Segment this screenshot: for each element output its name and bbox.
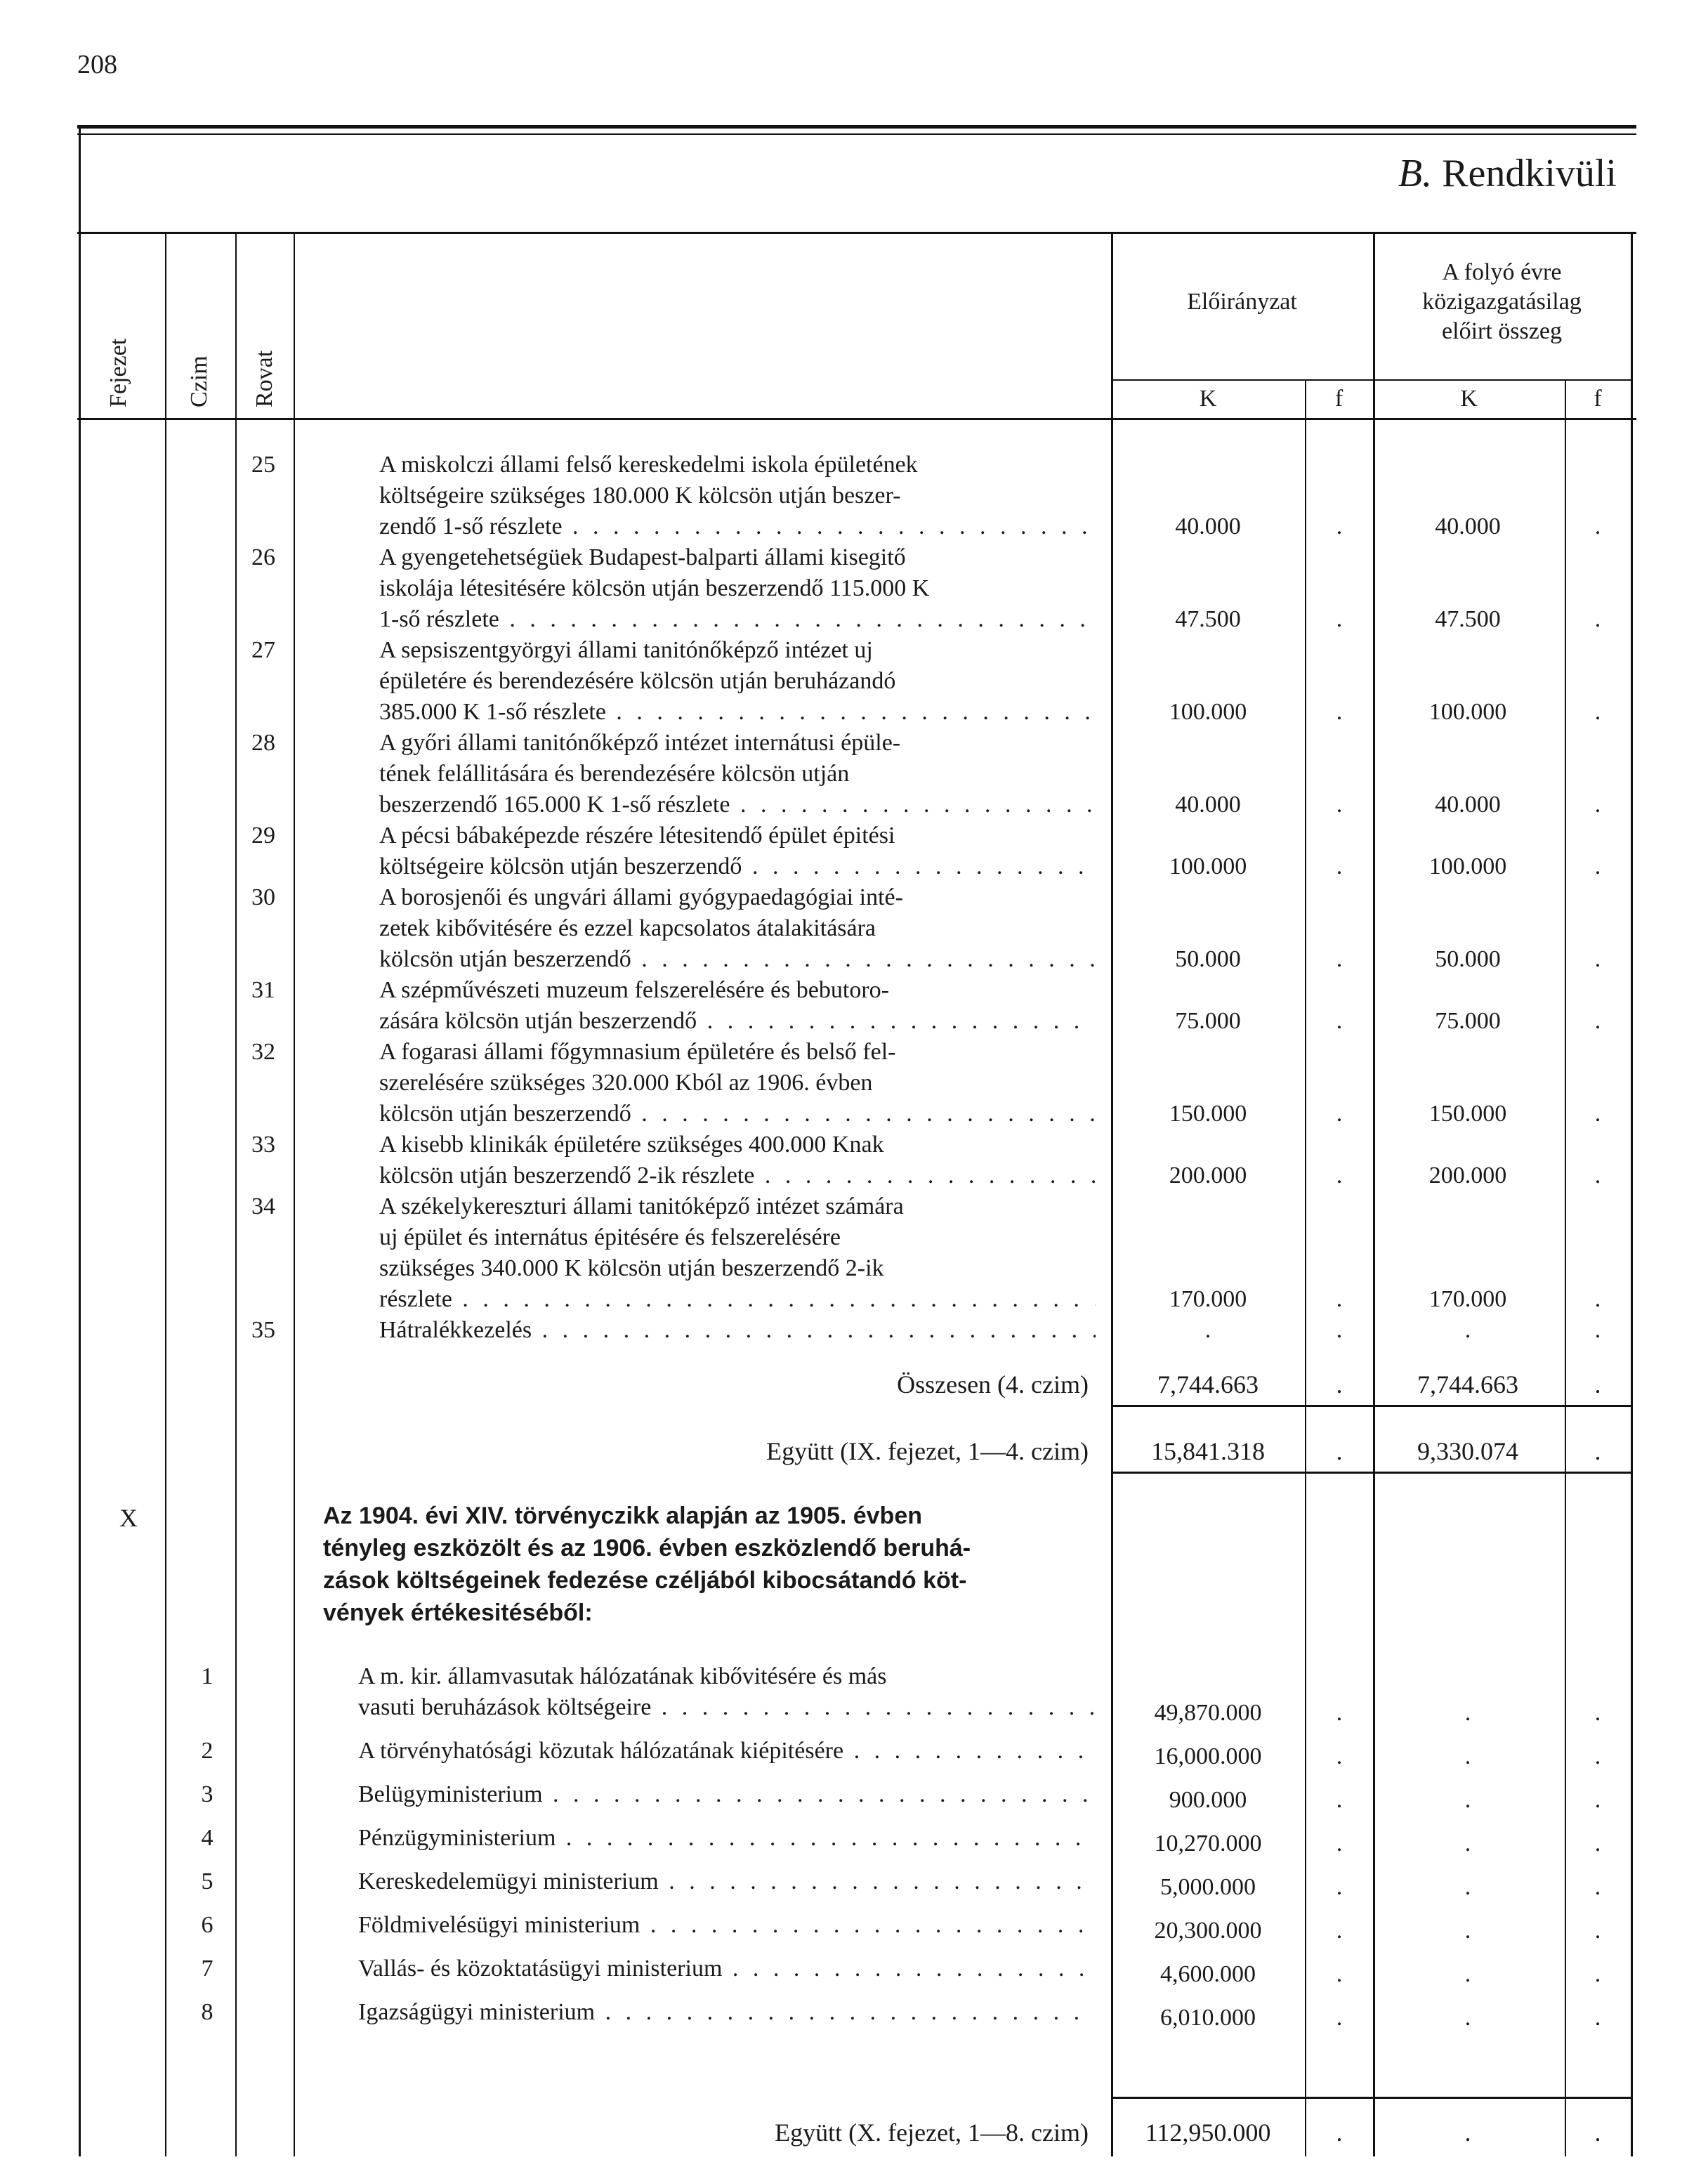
col-line-f1: [1305, 379, 1306, 2156]
description-line: A sepsiszentgyörgyi állami tanitónőképző intézet uj: [379, 637, 873, 663]
item-description: [358, 1661, 1096, 1723]
osszesen-k1: 7,744.663: [1157, 1370, 1259, 1399]
header-czim: Czim: [186, 355, 212, 407]
description-line: kölcsön utján beszerzendő . . .: [379, 944, 1096, 975]
egyutt2-label: Együtt (X. fejezet, 1—8. czim): [775, 2119, 1089, 2147]
amount-f2: .: [1594, 1163, 1601, 1189]
amount-k2: .: [1464, 1700, 1471, 1726]
amount-k2: 100.000: [1428, 699, 1507, 725]
col-line-rovat: [235, 232, 237, 2156]
description-line: Vallás- és közoktatásügyi ministerium . . .: [358, 1953, 1096, 1984]
amount-f1: .: [1336, 1101, 1343, 1127]
description-line: 1-ső részlete . . .: [379, 604, 1096, 635]
egyutt1-k1: 15,841.318: [1151, 1437, 1265, 1465]
description-line: A székelykereszturi állami tanitóképző intézet számára: [379, 1193, 904, 1219]
description-line: Földmivelésügyi ministerium . . .: [358, 1910, 1096, 1941]
header-bottom-rule: [77, 418, 1636, 420]
col-line-folyo: [1373, 232, 1375, 2156]
amount-k2: 150.000: [1428, 1101, 1507, 1127]
col-line-czim: [165, 232, 166, 2156]
top-rule: [77, 125, 1636, 129]
header-eloiranyzat: Előirányzat: [1187, 289, 1297, 315]
description-line: iskolája létesitésére kölcsön utján beszerzendő 115.000 K: [379, 575, 930, 601]
amount-f2: .: [1594, 1831, 1601, 1857]
osszesen-f1: .: [1336, 1370, 1343, 1399]
amount-f2: .: [1594, 1101, 1601, 1127]
amount-f2: .: [1594, 1743, 1601, 1769]
amount-f1: .: [1336, 606, 1343, 632]
amount-f2: .: [1594, 1787, 1601, 1813]
page-number: 208: [77, 50, 117, 79]
description-line: A borosjenői és ungvári állami gyógypaedagógiai inté-: [379, 884, 903, 910]
czim-number: 1: [201, 1663, 214, 1689]
egyutt2-k2: .: [1464, 2119, 1471, 2147]
amount-f1: .: [1336, 1918, 1343, 1944]
header-rovat: Rovat: [251, 350, 277, 407]
row-description: [379, 820, 1096, 882]
amount-k1: 170.000: [1169, 1286, 1247, 1312]
amount-f1: .: [1336, 1787, 1343, 1813]
amount-f2: .: [1594, 1317, 1601, 1343]
osszesen-rule: [1111, 1405, 1631, 1407]
description-line: szükséges 340.000 K kölcsön utján beszerzendő 2-ik: [379, 1255, 884, 1281]
header-fejezet: Fejezet: [105, 338, 131, 407]
amount-f1: .: [1336, 1961, 1343, 1987]
amount-k1: .: [1204, 1317, 1211, 1343]
amount-k2: 75.000: [1435, 1008, 1501, 1034]
section-title-line: tényleg eszközölt és az 1906. évben eszközlendő beruhá-: [323, 1535, 971, 1561]
amount-k1: 75.000: [1175, 1008, 1241, 1034]
header-f1: f: [1334, 386, 1344, 412]
amount-f2: .: [1594, 1008, 1601, 1034]
amount-k2: 170.000: [1428, 1286, 1507, 1312]
description-line: költségeire szükséges 180.000 K kölcsön utján beszer-: [379, 483, 901, 509]
egyutt1-f1: .: [1336, 1437, 1343, 1465]
header-folyo-2: közigazgatásilag: [1422, 289, 1582, 315]
amount-k2: 200.000: [1428, 1163, 1507, 1189]
egyutt2-f2: .: [1594, 2119, 1601, 2147]
description-line: vasuti beruházások költségeire . . .: [358, 1692, 1096, 1723]
header-underline: [77, 232, 1636, 234]
amount-k1: 5,000.000: [1160, 1874, 1256, 1900]
row-description: [379, 635, 1096, 728]
row-description: [379, 975, 1096, 1037]
osszesen-label: Összesen (4. czim): [897, 1370, 1089, 1399]
item-description: [358, 1866, 1096, 1897]
amount-k2: .: [1464, 1787, 1471, 1813]
egyutt2-k1: 112,950.000: [1145, 2119, 1271, 2147]
amount-k1: 40.000: [1175, 792, 1241, 818]
header-f2: f: [1594, 386, 1602, 412]
amount-k2: .: [1464, 1874, 1471, 1900]
amount-k2: .: [1464, 2005, 1471, 2031]
amount-f1: .: [1336, 1317, 1343, 1343]
amount-k1: 50.000: [1175, 946, 1241, 972]
section-title: [323, 1500, 1096, 1629]
item-description: [358, 1997, 1096, 2028]
amount-f1: .: [1336, 792, 1343, 818]
item-description: [358, 1910, 1096, 1941]
amount-f2: .: [1594, 1286, 1601, 1312]
egyutt2-f1: .: [1336, 2119, 1343, 2147]
col-line-elo: [1111, 232, 1113, 2156]
description-line: Belügyministerium . . .: [358, 1779, 1096, 1810]
amount-f1: .: [1336, 699, 1343, 725]
rovat-number: 34: [251, 1193, 275, 1219]
description-line: Pénzügyministerium . . .: [358, 1823, 1096, 1854]
amount-f2: .: [1594, 1700, 1601, 1726]
amount-k1: 200.000: [1169, 1163, 1247, 1189]
amount-k2: .: [1464, 1961, 1471, 1987]
row-description: [379, 1315, 1096, 1346]
header-k2: K: [1460, 386, 1478, 412]
czim-number: 6: [201, 1912, 214, 1938]
description-line: 385.000 K 1-ső részlete . . .: [379, 697, 1096, 728]
description-line: épületére és berendezésére kölcsön utján beruházandó: [379, 668, 896, 694]
amount-f1: .: [1336, 1874, 1343, 1900]
description-line: uj épület és internátus épitésére és felszerelésére: [379, 1224, 841, 1250]
amount-k1: 20,300.000: [1154, 1918, 1262, 1944]
amount-f2: .: [1594, 513, 1601, 539]
item-description: [358, 1953, 1096, 1984]
description-line: költségeire kölcsön utján beszerzendő . . .: [379, 851, 1096, 882]
amount-k2: .: [1464, 1918, 1471, 1944]
amount-f1: .: [1336, 1286, 1343, 1312]
amount-f1: .: [1336, 946, 1343, 972]
description-line: zására kölcsön utján beszerzendő . . .: [379, 1006, 1096, 1037]
amount-f2: .: [1594, 1961, 1601, 1987]
amount-k2: 100.000: [1428, 853, 1507, 879]
amount-f2: .: [1594, 1874, 1601, 1900]
description-line: A m. kir. államvasutak hálózatának kibővitésére és más: [358, 1663, 887, 1689]
rovat-number: 32: [251, 1039, 275, 1065]
amount-f1: .: [1336, 1163, 1343, 1189]
amount-k2: .: [1464, 1831, 1471, 1857]
amount-k1: 49,870.000: [1154, 1700, 1262, 1726]
col-line-desc: [294, 232, 295, 2156]
amount-f2: .: [1594, 946, 1601, 972]
top-rule-thin: [77, 133, 1636, 135]
amount-k1: 100.000: [1169, 699, 1247, 725]
section-title-line: Az 1904. évi XIV. törvényczikk alapján az 1905. évben: [323, 1502, 923, 1529]
czim-number: 5: [201, 1868, 214, 1894]
amount-f1: .: [1336, 2005, 1343, 2031]
description-line: szerelésére szükséges 320.000 Kból az 1906. évben: [379, 1070, 873, 1096]
egyutt1-f2: .: [1594, 1437, 1601, 1465]
amount-f1: .: [1336, 513, 1343, 539]
rovat-number: 26: [251, 544, 275, 570]
rovat-number: 30: [251, 884, 275, 910]
amount-k2: 50.000: [1435, 946, 1501, 972]
amount-k1: 6,010.000: [1160, 2005, 1256, 2031]
page-title: [1398, 151, 1617, 196]
kf-header-rule: [1111, 379, 1631, 381]
description-line: A győri állami tanitónőképző intézet internátusi épüle-: [379, 730, 901, 756]
amount-k1: 4,600.000: [1160, 1961, 1256, 1987]
amount-k2: 47.500: [1435, 606, 1501, 632]
amount-f2: .: [1594, 1918, 1601, 1944]
row-description: [379, 1191, 1096, 1315]
item-description: [358, 1736, 1096, 1767]
items-rule: [1111, 2097, 1631, 2099]
rovat-number: 25: [251, 452, 275, 478]
amount-k2: .: [1464, 1743, 1471, 1769]
amount-f2: .: [1594, 792, 1601, 818]
row-description: [379, 882, 1096, 975]
description-line: részlete . . .: [379, 1284, 1096, 1315]
title-word: Rendkivüli: [1442, 152, 1617, 195]
egyutt1-rule: [1111, 1472, 1631, 1474]
row-description: [379, 1129, 1096, 1191]
rovat-number: 33: [251, 1132, 275, 1158]
description-line: tének felállitására és berendezésére kölcsön utján: [379, 761, 850, 787]
amount-k1: 900.000: [1169, 1787, 1247, 1813]
description-line: kölcsön utján beszerzendő 2-ik részlete . . .: [379, 1160, 1096, 1191]
description-line: Kereskedelemügyi ministerium . . .: [358, 1866, 1096, 1897]
amount-k1: 150.000: [1169, 1101, 1247, 1127]
rovat-number: 29: [251, 823, 275, 849]
rovat-number: 35: [251, 1317, 275, 1343]
rovat-number: 27: [251, 637, 275, 663]
czim-number: 7: [201, 1956, 214, 1982]
description-line: beszerzendő 165.000 K 1-ső részlete . . .: [379, 790, 1096, 820]
amount-f1: .: [1336, 853, 1343, 879]
description-line: A fogarasi állami főgymnasium épületére és belső fel-: [379, 1039, 896, 1065]
czim-number: 3: [201, 1781, 214, 1807]
description-line: A miskolczi állami felső kereskedelmi iskola épületének: [379, 452, 918, 478]
amount-k1: 100.000: [1169, 853, 1247, 879]
section-fejezet: X: [119, 1504, 138, 1532]
amount-f2: .: [1594, 853, 1601, 879]
description-line: zetek kibővitésére és ezzel kapcsolatos átalakitására: [379, 915, 876, 941]
description-line: A törvényhatósági közutak hálózatának kiépitésére . . .: [358, 1736, 1096, 1767]
description-line: zendő 1-ső részlete . . .: [379, 511, 1096, 542]
amount-k2: 40.000: [1435, 792, 1501, 818]
amount-f2: .: [1594, 699, 1601, 725]
description-line: A kisebb klinikák épületére szükséges 400.000 Knak: [379, 1132, 884, 1158]
amount-k1: 47.500: [1175, 606, 1241, 632]
amount-f1: .: [1336, 1700, 1343, 1726]
egyutt1-label: Együtt (IX. fejezet, 1—4. czim): [766, 1437, 1089, 1465]
czim-number: 2: [201, 1738, 214, 1764]
item-description: [358, 1823, 1096, 1854]
header-k1: K: [1199, 386, 1217, 412]
col-line-left: [79, 126, 81, 2156]
description-line: A pécsi bábaképezde részére létesitendő épület épitési: [379, 823, 895, 849]
osszesen-k2: 7,744.663: [1417, 1370, 1518, 1399]
col-line-right: [1631, 232, 1633, 2156]
amount-f2: .: [1594, 606, 1601, 632]
amount-k2: .: [1464, 1317, 1471, 1343]
czim-number: 8: [201, 1999, 214, 2025]
header-folyo-3: előirt összeg: [1442, 318, 1562, 344]
description-line: A gyengetehetségüek Budapest-balparti állami kisegitő: [379, 544, 906, 570]
amount-k2: 40.000: [1435, 513, 1501, 539]
description-line: A szépművészeti muzeum felszerelésére és bebutoro-: [379, 977, 889, 1003]
description-line: Igazságügyi ministerium . . .: [358, 1997, 1096, 2028]
rovat-number: 28: [251, 730, 275, 756]
description-line: kölcsön utján beszerzendő . . .: [379, 1099, 1096, 1129]
description-line: Hátralékkezelés . . .: [379, 1315, 1096, 1346]
row-description: [379, 450, 1096, 542]
amount-f1: .: [1336, 1008, 1343, 1034]
amount-k1: 10,270.000: [1154, 1831, 1262, 1857]
amount-k1: 40.000: [1175, 513, 1241, 539]
czim-number: 4: [201, 1825, 214, 1851]
amount-f1: .: [1336, 1743, 1343, 1769]
row-description: [379, 1037, 1096, 1129]
amount-f2: .: [1594, 2005, 1601, 2031]
amount-k1: 16,000.000: [1154, 1743, 1262, 1769]
osszesen-f2: .: [1594, 1370, 1601, 1399]
section-title-line: zások költségeinek fedezése czéljából kibocsátandó köt-: [323, 1567, 967, 1594]
header-folyo-1: A folyó évre: [1442, 259, 1562, 285]
row-description: [379, 728, 1096, 820]
amount-f1: .: [1336, 1831, 1343, 1857]
rovat-number: 31: [251, 977, 275, 1003]
egyutt1-k2: 9,330.074: [1417, 1437, 1518, 1465]
section-title-line: vények értékesitéséből:: [323, 1599, 593, 1626]
item-description: [358, 1779, 1096, 1810]
title-prefix: B.: [1398, 152, 1433, 195]
row-description: [379, 542, 1096, 635]
